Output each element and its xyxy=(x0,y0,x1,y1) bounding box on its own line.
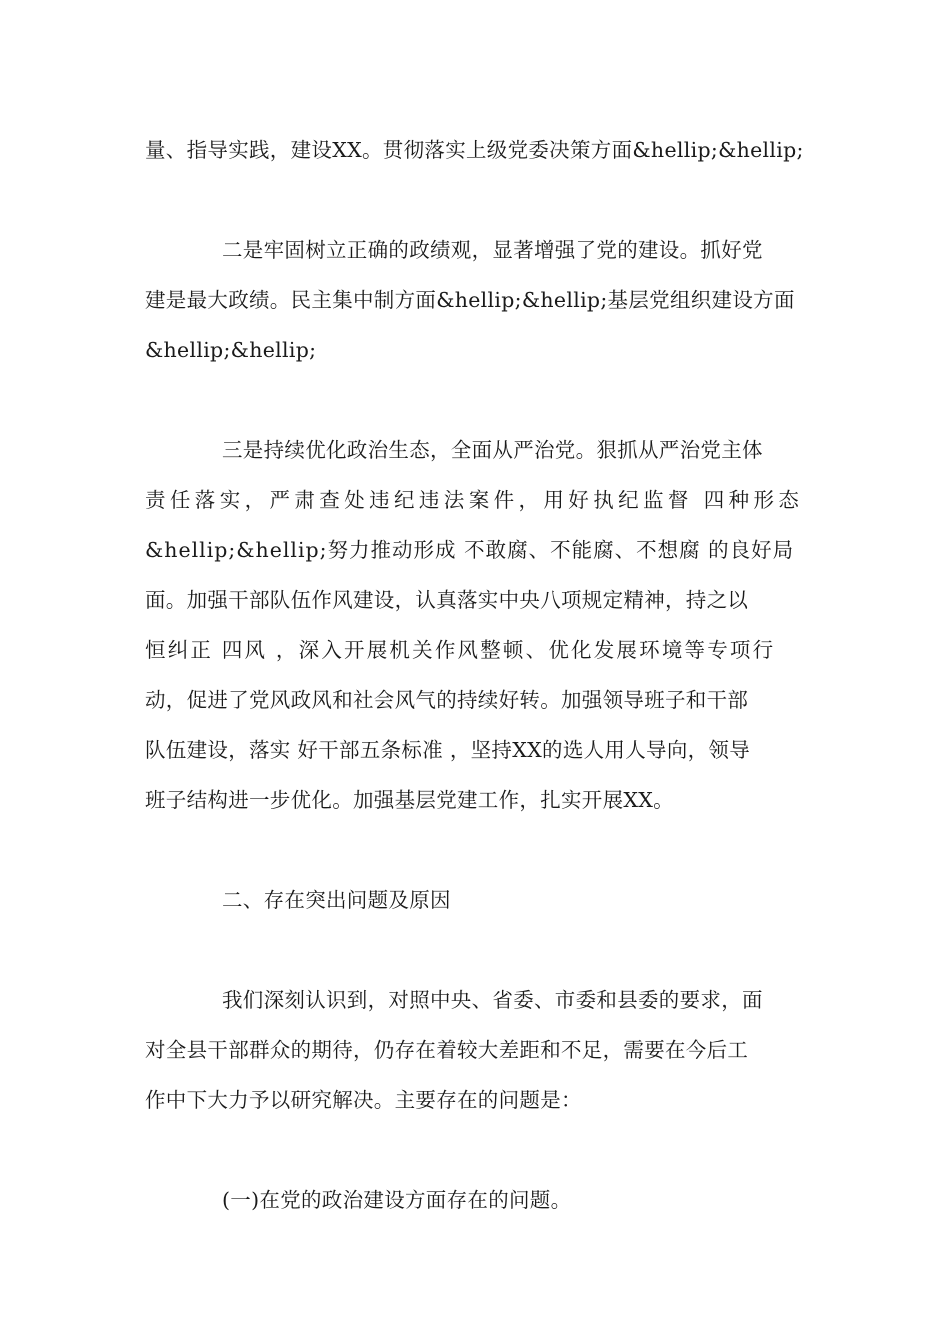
text-line: 恒纠正 四风 ，深入开展机关作风整顿、优化发展环境等专项行 xyxy=(145,638,776,662)
text-line: 动，促进了党风政风和社会风气的持续好转。加强领导班子和干部 xyxy=(145,688,749,712)
text-line: 队伍建设，落实 好干部五条标准 ，坚持XX的选人用人导向，领导 xyxy=(145,738,751,762)
text-line: &hellip;&hellip; xyxy=(145,338,317,362)
paragraph-first-line: 三是持续优化政治生态，全面从严治党。狠抓从严治党主体 xyxy=(222,438,763,462)
text-line: 作中下大力予以研究解决。主要存在的问题是： xyxy=(145,1088,582,1112)
text-line: 班子结构进一步优化。加强基层党建工作，扎实开展XX。 xyxy=(145,788,674,812)
section-heading: 二、存在突出问题及原因 xyxy=(222,888,451,912)
subsection-heading: (一)在党的政治建设方面存在的问题。 xyxy=(222,1188,572,1212)
paragraph-first-line: 二是牢固树立正确的政绩观，显著增强了党的建设。抓好党 xyxy=(222,238,763,262)
paragraph-first-line: 我们深刻认识到，对照中央、省委、市委和县委的要求，面 xyxy=(222,988,763,1012)
text-line: 面。加强干部队伍作风建设，认真落实中央八项规定精神，持之以 xyxy=(145,588,749,612)
text-line: &hellip;&hellip;努力推动形成 不敢腐、不能腐、不想腐 的良好局 xyxy=(145,538,795,562)
text-line: 量、指导实践，建设XX。贯彻落实上级党委决策方面&hellip;&hellip; xyxy=(145,138,804,162)
text-line: 对全县干部群众的期待，仍存在着较大差距和不足，需要在今后工 xyxy=(145,1038,749,1062)
text-line: 建是最大政绩。民主集中制方面&hellip;&hellip;基层党组织建设方面 xyxy=(145,288,795,312)
text-line: 责任落实，严肃查处违纪违法案件，用好执纪监督 四种形态 xyxy=(145,488,804,512)
